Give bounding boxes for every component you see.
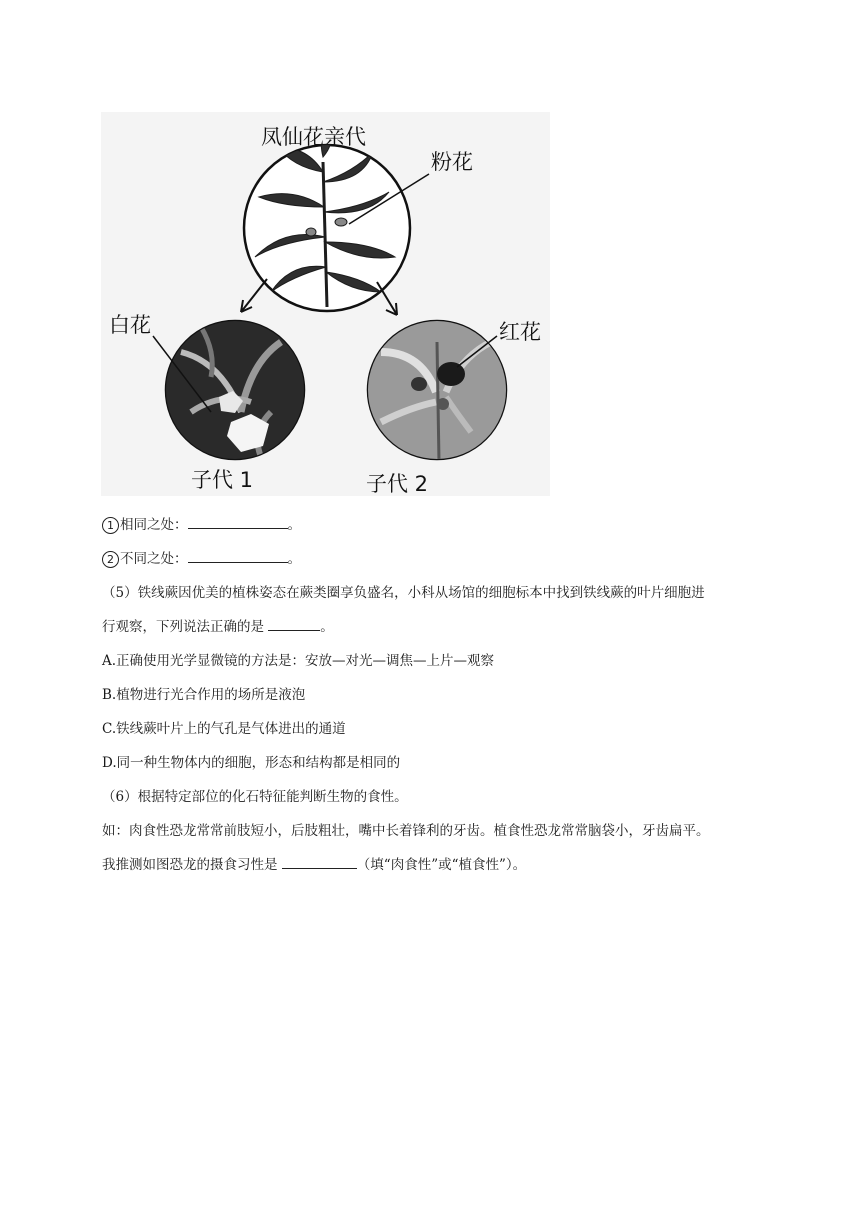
option-d: D.同一种生物体内的细胞，形态和结构都是相同的 [102, 755, 401, 771]
question-text [102, 508, 802, 882]
item-2-blank[interactable] [188, 548, 288, 563]
parent-plant-image [244, 127, 410, 311]
q5-blank[interactable] [268, 616, 320, 631]
white-flower-label: 白花 [109, 313, 151, 337]
arrow-to-child1 [241, 279, 267, 312]
q6-line3: 我推测如图恐龙的摄食习性是 （填“肉食性”或“植食性”）。 [102, 848, 802, 882]
item-1-number: 1 [102, 517, 119, 534]
child2-plant-image [361, 317, 511, 467]
option-a: A.正确使用光学显微镜的方法是：安放—对光—调焦—上片—观察 [102, 653, 495, 669]
child1-caption: 子代 1 [191, 468, 254, 492]
q6-line2: 如：肉食性恐龙常常前肢短小，后肢粗壮，嘴中长着锋利的牙齿。植食性恐龙常常脑袋小，牙齿扁平。 [102, 823, 710, 839]
item-1: 1 相同之处： 。 [102, 508, 802, 542]
q5-line1: （5）铁线蕨因优美的植株姿态在蕨类圈享负盛名，小科从场馆的细胞标本中找到铁线蕨的叶片细胞进 [102, 585, 705, 601]
red-flower-label: 红花 [499, 320, 541, 344]
parent-label: 凤仙花亲代 [261, 125, 366, 149]
child2-caption: 子代 2 [366, 472, 429, 496]
option-c: C.铁线蕨叶片上的气孔是气体进出的通道 [102, 721, 346, 737]
item-1-blank[interactable] [188, 514, 288, 529]
q5-line2: 行观察，下列说法正确的是 。 [102, 610, 802, 644]
pink-flower-label: 粉花 [431, 150, 473, 174]
child1-plant-image [161, 317, 311, 467]
q6-blank[interactable] [282, 854, 357, 869]
item-2: 2 不同之处： 。 [102, 542, 802, 576]
impatiens-inheritance-figure [101, 112, 550, 496]
q6-line1: （6）根据特定部位的化石特征能判断生物的食性。 [102, 789, 408, 805]
item-2-number: 2 [102, 551, 119, 568]
option-b: B.植物进行光合作用的场所是液泡 [102, 687, 306, 703]
